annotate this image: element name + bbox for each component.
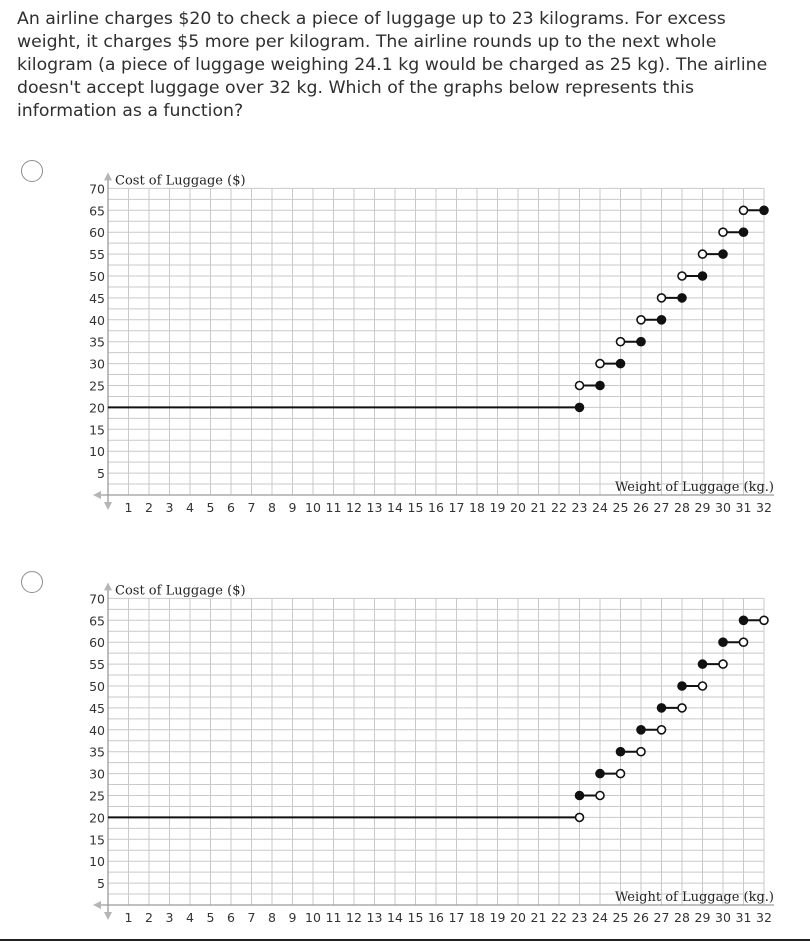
x-tick-label: 7: [247, 500, 256, 515]
open-endpoint: [740, 206, 748, 214]
y-tick-label: 65: [89, 613, 105, 629]
x-tick-label: 1: [124, 910, 133, 925]
x-tick-label: 19: [489, 910, 506, 925]
x-tick-label: 27: [653, 500, 670, 515]
x-tick-label: 2: [145, 500, 153, 515]
closed-endpoint: [637, 338, 645, 346]
x-tick-label: 26: [633, 910, 649, 925]
x-tick-label: 8: [268, 910, 276, 925]
y-tick-label: 65: [89, 203, 105, 219]
open-endpoint: [617, 338, 625, 346]
x-tick-label: 16: [428, 910, 444, 925]
closed-endpoint: [678, 294, 686, 302]
open-endpoint: [678, 272, 686, 280]
x-tick-label: 14: [387, 910, 403, 925]
x-tick-label: 21: [530, 500, 547, 515]
closed-endpoint: [719, 250, 727, 258]
x-tick-label: 24: [592, 910, 608, 925]
x-tick-label: 12: [346, 500, 362, 515]
closed-endpoint: [596, 770, 604, 778]
graph-option-b: [0, 580, 810, 940]
y-tick-label: 10: [89, 444, 105, 460]
y-tick-label: 25: [89, 378, 105, 394]
open-endpoint: [596, 792, 604, 800]
closed-endpoint: [719, 638, 727, 646]
question-text: An airline charges $20 to check a piece of luggage up to 23 kilograms. For excess weight, it charges $5 more per kilogram. The airline rounds up to the next whole kilogram (a piece of luggage weighing 24.1 kg would be charged as 25 kg). The airline doesn't accept luggage over 32 kg. Which of the graphs below represents this information as a function?: [17, 9, 768, 121]
y-axis-arrow-up-icon: [104, 172, 112, 180]
x-tick-label: 11: [325, 910, 342, 925]
x-tick-label: 9: [288, 500, 297, 515]
y-tick-label: 35: [89, 744, 105, 760]
x-tick-label: 32: [756, 500, 772, 515]
y-tick-label: 50: [89, 269, 105, 284]
x-tick-label: 12: [346, 910, 362, 925]
bottom-divider: [0, 939, 810, 941]
x-tick-label: 25: [612, 910, 629, 925]
x-tick-label: 31: [735, 910, 752, 925]
x-tick-label: 16: [428, 500, 444, 515]
y-tick-label: 15: [89, 832, 105, 848]
closed-endpoint: [699, 660, 707, 668]
x-tick-label: 13: [366, 910, 383, 925]
y-tick-label: 30: [89, 356, 105, 372]
closed-endpoint: [740, 228, 748, 236]
x-tick-label: 29: [694, 910, 711, 925]
x-tick-label: 5: [206, 910, 215, 925]
x-tick-label: 30: [715, 500, 731, 515]
closed-endpoint: [576, 403, 584, 411]
closed-endpoint: [658, 704, 666, 712]
x-tick-label: 1: [124, 500, 133, 515]
closed-endpoint: [658, 316, 666, 324]
x-tick-label: 26: [633, 500, 649, 515]
x-tick-label: 29: [694, 500, 711, 515]
x-axis-title: Weight of Luggage (kg.): [615, 480, 774, 495]
x-tick-label: 17: [448, 910, 465, 925]
x-tick-label: 20: [510, 500, 526, 515]
x-tick-label: 20: [510, 910, 526, 925]
open-endpoint: [658, 726, 666, 734]
x-tick-label: 24: [592, 500, 608, 515]
y-tick-label: 40: [89, 722, 105, 738]
x-tick-label: 2: [145, 910, 153, 925]
x-tick-label: 18: [469, 910, 485, 925]
x-tick-label: 4: [186, 500, 194, 515]
closed-endpoint: [678, 682, 686, 690]
y-axis-arrow-down-icon: [104, 502, 112, 510]
y-tick-label: 5: [97, 466, 105, 482]
x-tick-label: 28: [674, 910, 690, 925]
x-tick-label: 27: [653, 910, 670, 925]
open-endpoint: [699, 682, 707, 690]
x-tick-label: 22: [551, 500, 567, 515]
closed-endpoint: [617, 748, 625, 756]
x-tick-label: 7: [247, 910, 256, 925]
y-tick-label: 10: [89, 854, 105, 870]
x-tick-label: 18: [469, 500, 485, 515]
x-tick-label: 6: [227, 500, 235, 515]
closed-endpoint: [596, 382, 604, 390]
y-tick-label: 55: [89, 247, 105, 263]
open-endpoint: [719, 228, 727, 236]
y-tick-label: 40: [89, 312, 105, 328]
x-tick-label: 31: [735, 500, 752, 515]
open-endpoint: [637, 316, 645, 324]
closed-endpoint: [637, 726, 645, 734]
x-tick-label: 15: [407, 910, 424, 925]
open-endpoint: [617, 770, 625, 778]
x-tick-label: 28: [674, 500, 690, 515]
y-tick-label: 35: [89, 334, 105, 350]
open-endpoint: [637, 748, 645, 756]
x-tick-label: 15: [407, 500, 424, 515]
x-tick-label: 23: [571, 500, 588, 515]
x-tick-label: 6: [227, 910, 235, 925]
graph-option-a: [0, 170, 810, 530]
open-endpoint: [740, 638, 748, 646]
y-tick-label: 45: [89, 290, 105, 306]
x-tick-label: 21: [530, 910, 547, 925]
x-tick-label: 17: [448, 500, 465, 515]
closed-endpoint: [760, 206, 768, 214]
open-endpoint: [678, 704, 686, 712]
closed-endpoint: [576, 792, 584, 800]
open-endpoint: [760, 616, 768, 624]
y-tick-label: 20: [89, 400, 105, 416]
x-tick-label: 10: [305, 910, 321, 925]
open-endpoint: [699, 250, 707, 258]
x-tick-label: 8: [268, 500, 276, 515]
x-tick-label: 30: [715, 910, 731, 925]
open-endpoint: [596, 360, 604, 368]
y-axis-arrow-down-icon: [104, 912, 112, 920]
closed-endpoint: [617, 360, 625, 368]
y-tick-label: 25: [89, 788, 105, 804]
x-tick-label: 32: [756, 910, 772, 925]
x-tick-label: 9: [288, 910, 297, 925]
open-endpoint: [576, 382, 584, 390]
y-tick-label: 50: [89, 679, 105, 694]
open-endpoint: [719, 660, 727, 668]
open-endpoint: [658, 294, 666, 302]
y-axis-title: Cost of Luggage ($): [115, 583, 246, 599]
x-tick-label: 11: [325, 500, 342, 515]
y-tick-label: 15: [89, 422, 105, 438]
y-tick-label: 70: [89, 181, 105, 197]
y-tick-label: 45: [89, 700, 105, 716]
x-tick-label: 23: [571, 910, 588, 925]
x-axis-arrow-left-icon: [93, 901, 101, 909]
y-tick-label: 60: [89, 635, 105, 651]
x-tick-label: 3: [165, 500, 174, 515]
closed-endpoint: [699, 272, 707, 280]
y-tick-label: 20: [89, 810, 105, 826]
x-tick-label: 14: [387, 500, 403, 515]
y-axis-arrow-up-icon: [104, 582, 112, 590]
x-tick-label: 10: [305, 500, 321, 515]
x-tick-label: 25: [612, 500, 629, 515]
x-tick-label: 22: [551, 910, 567, 925]
y-tick-label: 30: [89, 766, 105, 782]
y-tick-label: 5: [97, 876, 105, 892]
y-axis-title: Cost of Luggage ($): [115, 173, 246, 189]
closed-endpoint: [740, 616, 748, 624]
open-endpoint: [576, 813, 584, 821]
x-tick-label: 4: [186, 910, 194, 925]
y-tick-label: 60: [89, 225, 105, 241]
x-tick-label: 19: [489, 500, 506, 515]
x-tick-label: 3: [165, 910, 174, 925]
x-axis-title: Weight of Luggage (kg.): [615, 890, 774, 905]
y-tick-label: 55: [89, 657, 105, 673]
x-tick-label: 5: [206, 500, 215, 515]
y-tick-label: 70: [89, 591, 105, 607]
x-axis-arrow-left-icon: [93, 491, 101, 499]
x-tick-label: 13: [366, 500, 383, 515]
